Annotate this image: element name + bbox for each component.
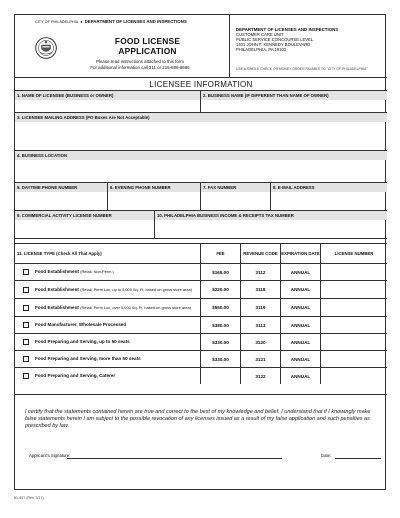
col-license-number: LICENSE NUMBER bbox=[334, 250, 374, 256]
license-name bbox=[35, 322, 197, 327]
form-header bbox=[15, 15, 387, 77]
expiration-cell bbox=[281, 334, 321, 350]
code-cell bbox=[241, 334, 281, 350]
fax-number-field[interactable] bbox=[201, 183, 271, 210]
expiration-value: ANNUAL bbox=[290, 305, 311, 310]
row-mailing-address bbox=[15, 113, 387, 151]
field-label: 2. BUSINESS NAME (IF DIFFERENT THAN NAME OF OWNER) bbox=[203, 93, 329, 98]
fee-value: $220.00 bbox=[212, 287, 229, 292]
type-cell bbox=[15, 281, 201, 298]
form-title-line2: APPLICATION bbox=[118, 46, 177, 56]
row-names bbox=[15, 91, 387, 113]
row-contact bbox=[15, 183, 387, 211]
revenue-code-value: 3119 bbox=[255, 305, 266, 310]
type-cell bbox=[15, 351, 201, 367]
fee-cell bbox=[201, 299, 241, 316]
expiration-value: ANNUAL bbox=[290, 269, 311, 275]
license-name-text: Food Preparing and Serving, Caterer bbox=[35, 373, 116, 379]
license-name-text: Food Establishment bbox=[35, 269, 79, 275]
license-checkbox[interactable] bbox=[23, 373, 29, 379]
code-cell bbox=[241, 351, 281, 367]
license-number-input[interactable] bbox=[321, 351, 387, 367]
header-right bbox=[230, 15, 387, 77]
signature-label: Applicant's Signature: bbox=[29, 453, 71, 458]
daytime-phone-field[interactable] bbox=[15, 183, 108, 210]
revenue-code-value: 3112 bbox=[255, 269, 266, 275]
code-cell bbox=[241, 299, 281, 316]
payment-note: USE A SINGLE CHECK OR MONEY ORDER PAYABLE TO "CITY OF PHILADELPHIA" bbox=[236, 67, 368, 71]
license-checkbox[interactable] bbox=[23, 269, 29, 275]
license-name bbox=[35, 339, 197, 344]
food-license-form bbox=[14, 14, 386, 490]
expiration-value: ANNUAL bbox=[290, 339, 311, 345]
instructions-line1: Please read instructions attached to this form bbox=[96, 59, 184, 64]
license-checkbox[interactable] bbox=[23, 339, 29, 345]
license-name bbox=[35, 287, 197, 292]
fee-value: $380.00 bbox=[212, 322, 229, 328]
license-number-input[interactable] bbox=[321, 334, 387, 350]
signature-line[interactable] bbox=[67, 458, 282, 459]
certification-section bbox=[15, 394, 387, 491]
label-band bbox=[15, 151, 387, 160]
expiration-value: ANNUAL bbox=[290, 322, 311, 328]
fee-cell bbox=[201, 317, 241, 333]
license-name-text: Food Preparing and Serving, more than 50 seats bbox=[35, 356, 141, 362]
expiration-cell bbox=[281, 281, 321, 298]
license-number-input[interactable] bbox=[321, 299, 387, 316]
type-cell bbox=[15, 299, 201, 316]
city-name: CITY OF PHILADELPHIA bbox=[35, 20, 79, 24]
code-cell bbox=[241, 281, 281, 298]
table-row bbox=[15, 367, 387, 384]
table-row bbox=[15, 280, 387, 298]
field-label: 3. LICENSEE MAILING ADDRESS (PO Boxes Are Not Acceptable) bbox=[17, 115, 150, 120]
field-label: 4. BUSINESS LOCATION bbox=[17, 153, 68, 158]
license-name-text: Food Preparing and Serving, up to 50 seats bbox=[35, 339, 130, 345]
field-label: 1. NAME OF LICENSEE (BUSINESS or OWNER) bbox=[17, 93, 114, 98]
col-license-type: 11. LICENSE TYPE (Check All That Apply) bbox=[15, 244, 201, 264]
license-detail: (Retail, Perm Loc, over 5,000 Sq. Ft. based on gross store area) bbox=[80, 304, 191, 310]
field-label: 8. E-MAIL ADDRESS bbox=[273, 185, 315, 190]
tax-number-field[interactable] bbox=[155, 211, 387, 238]
evening-phone-field[interactable] bbox=[108, 183, 201, 210]
code-cell bbox=[241, 264, 281, 280]
business-name-field[interactable] bbox=[201, 91, 387, 112]
fee-value: $550.00 bbox=[212, 305, 229, 310]
type-cell bbox=[15, 264, 201, 280]
mailing-address-field[interactable] bbox=[15, 113, 387, 150]
table-header-row bbox=[15, 243, 387, 263]
revenue-code-value: 3121 bbox=[255, 356, 266, 362]
fee-value: $330.00 bbox=[212, 356, 229, 362]
licensee-information-title: LICENSEE INFORMATION bbox=[15, 77, 387, 91]
table-row bbox=[15, 350, 387, 367]
fee-cell bbox=[201, 334, 241, 350]
field-label: 7. FAX NUMBER bbox=[203, 185, 237, 190]
expiration-value: ANNUAL bbox=[290, 287, 311, 292]
bullet-separator: ● bbox=[80, 19, 83, 24]
license-name bbox=[35, 269, 197, 274]
revenue-code-value: 3120 bbox=[255, 339, 266, 345]
license-number-input[interactable] bbox=[321, 368, 387, 384]
fee-cell bbox=[201, 264, 241, 280]
certification-statement: I certify that the statements contained herein are true and correct to the best of my knowledge and belief. I understand that if I knowingly make false statements herein I am subject to the possible revocation of any licenses issued as a result of my false application and such penalties as prescribed by law. bbox=[25, 409, 371, 430]
table-row bbox=[15, 316, 387, 333]
address-line: 1401 JOHN F. KENNEDY BOULEVARD bbox=[236, 42, 311, 47]
address-line: PHILADELPHIA, PA 19102 bbox=[236, 47, 287, 52]
type-cell bbox=[15, 368, 201, 384]
email-address-field[interactable] bbox=[271, 183, 387, 210]
field-label: 5. DAYTIME PHONE NUMBER bbox=[17, 185, 78, 190]
fee-cell bbox=[201, 351, 241, 367]
field-label: 10. PHILADELPHIA BUSINESS INCOME & RECEIPTS TAX NUMBER bbox=[157, 213, 294, 218]
date-label: Date: bbox=[321, 453, 332, 458]
department-line bbox=[35, 19, 187, 24]
type-cell bbox=[15, 334, 201, 350]
city-seal-icon bbox=[35, 37, 57, 59]
address-line: CUSTOMER CARE UNIT bbox=[236, 32, 284, 37]
form-title-line1: FOOD LICENSE bbox=[114, 36, 181, 46]
code-cell bbox=[241, 317, 281, 333]
license-name-text: Food Establishment bbox=[35, 304, 79, 310]
code-cell bbox=[241, 368, 281, 384]
revenue-code-value: 3113 bbox=[255, 322, 266, 328]
license-name bbox=[35, 356, 197, 361]
department-name: DEPARTMENT OF LICENSES AND INSPECTIONS bbox=[84, 19, 187, 24]
license-name bbox=[35, 305, 197, 310]
license-number-input[interactable] bbox=[321, 317, 387, 333]
license-number-input[interactable] bbox=[321, 264, 387, 280]
license-name-text: Food Manufacturer, Wholesale Processed bbox=[35, 322, 127, 328]
license-name bbox=[35, 373, 197, 378]
table-row bbox=[15, 298, 387, 316]
fee-cell bbox=[201, 281, 241, 298]
license-checkbox[interactable] bbox=[23, 287, 29, 293]
field-label: 9. COMMERCIAL ACTIVITY LICENSE NUMBER bbox=[17, 213, 112, 218]
mailing-address-block bbox=[236, 27, 338, 52]
expiration-cell bbox=[281, 264, 321, 280]
table-row bbox=[15, 263, 387, 280]
date-line[interactable] bbox=[335, 458, 381, 459]
field-label: 6. EVENING PHONE NUMBER bbox=[110, 185, 171, 190]
instructions-line2: For additional information call 311 or 215-686-8686 bbox=[90, 65, 190, 70]
col-revenue-code: REVENUE CODE bbox=[241, 244, 281, 264]
expiration-cell bbox=[281, 351, 321, 367]
license-number-input[interactable] bbox=[321, 281, 387, 298]
header-left bbox=[15, 15, 230, 77]
license-checkbox[interactable] bbox=[23, 322, 29, 328]
license-name-text: Food Establishment bbox=[35, 286, 79, 292]
name-of-licensee-field[interactable] bbox=[15, 91, 201, 112]
row-business-location bbox=[15, 151, 387, 183]
expiration-value: ANNUAL bbox=[290, 373, 311, 379]
revenue-code-value: 3118 bbox=[255, 287, 266, 292]
address-line: DEPARTMENT OF LICENSES AND INSPECTIONS bbox=[236, 27, 339, 32]
business-location-field[interactable] bbox=[15, 151, 387, 182]
license-detail: (Retail, Perm Loc, up to 5,000 Sq. Ft. based on gross store area) bbox=[80, 286, 192, 292]
fee-value: $165.00 bbox=[212, 269, 229, 275]
table-row bbox=[15, 333, 387, 350]
license-checkbox[interactable] bbox=[23, 356, 29, 362]
cal-number-field[interactable] bbox=[15, 211, 155, 238]
license-detail: (Retail, Non-Perm.) bbox=[80, 269, 114, 275]
expiration-cell bbox=[281, 368, 321, 384]
form-number: 81-997 (Rev. 3/17) bbox=[14, 496, 44, 500]
type-cell bbox=[15, 317, 201, 333]
license-checkbox[interactable] bbox=[23, 305, 29, 311]
address-line: PUBLIC SERVICE CONCOURSE LEVEL bbox=[236, 37, 314, 42]
revenue-code-value: 3122 bbox=[255, 373, 266, 379]
expiration-cell bbox=[281, 317, 321, 333]
expiration-cell bbox=[281, 299, 321, 316]
row-license-tax bbox=[15, 211, 387, 239]
col-fee: FEE bbox=[201, 244, 241, 264]
fee-value: $330.00 bbox=[212, 339, 229, 345]
col-expiration-date: EXPIRATION DATE bbox=[281, 244, 321, 264]
expiration-value: ANNUAL bbox=[290, 356, 311, 362]
fee-cell bbox=[201, 368, 241, 384]
